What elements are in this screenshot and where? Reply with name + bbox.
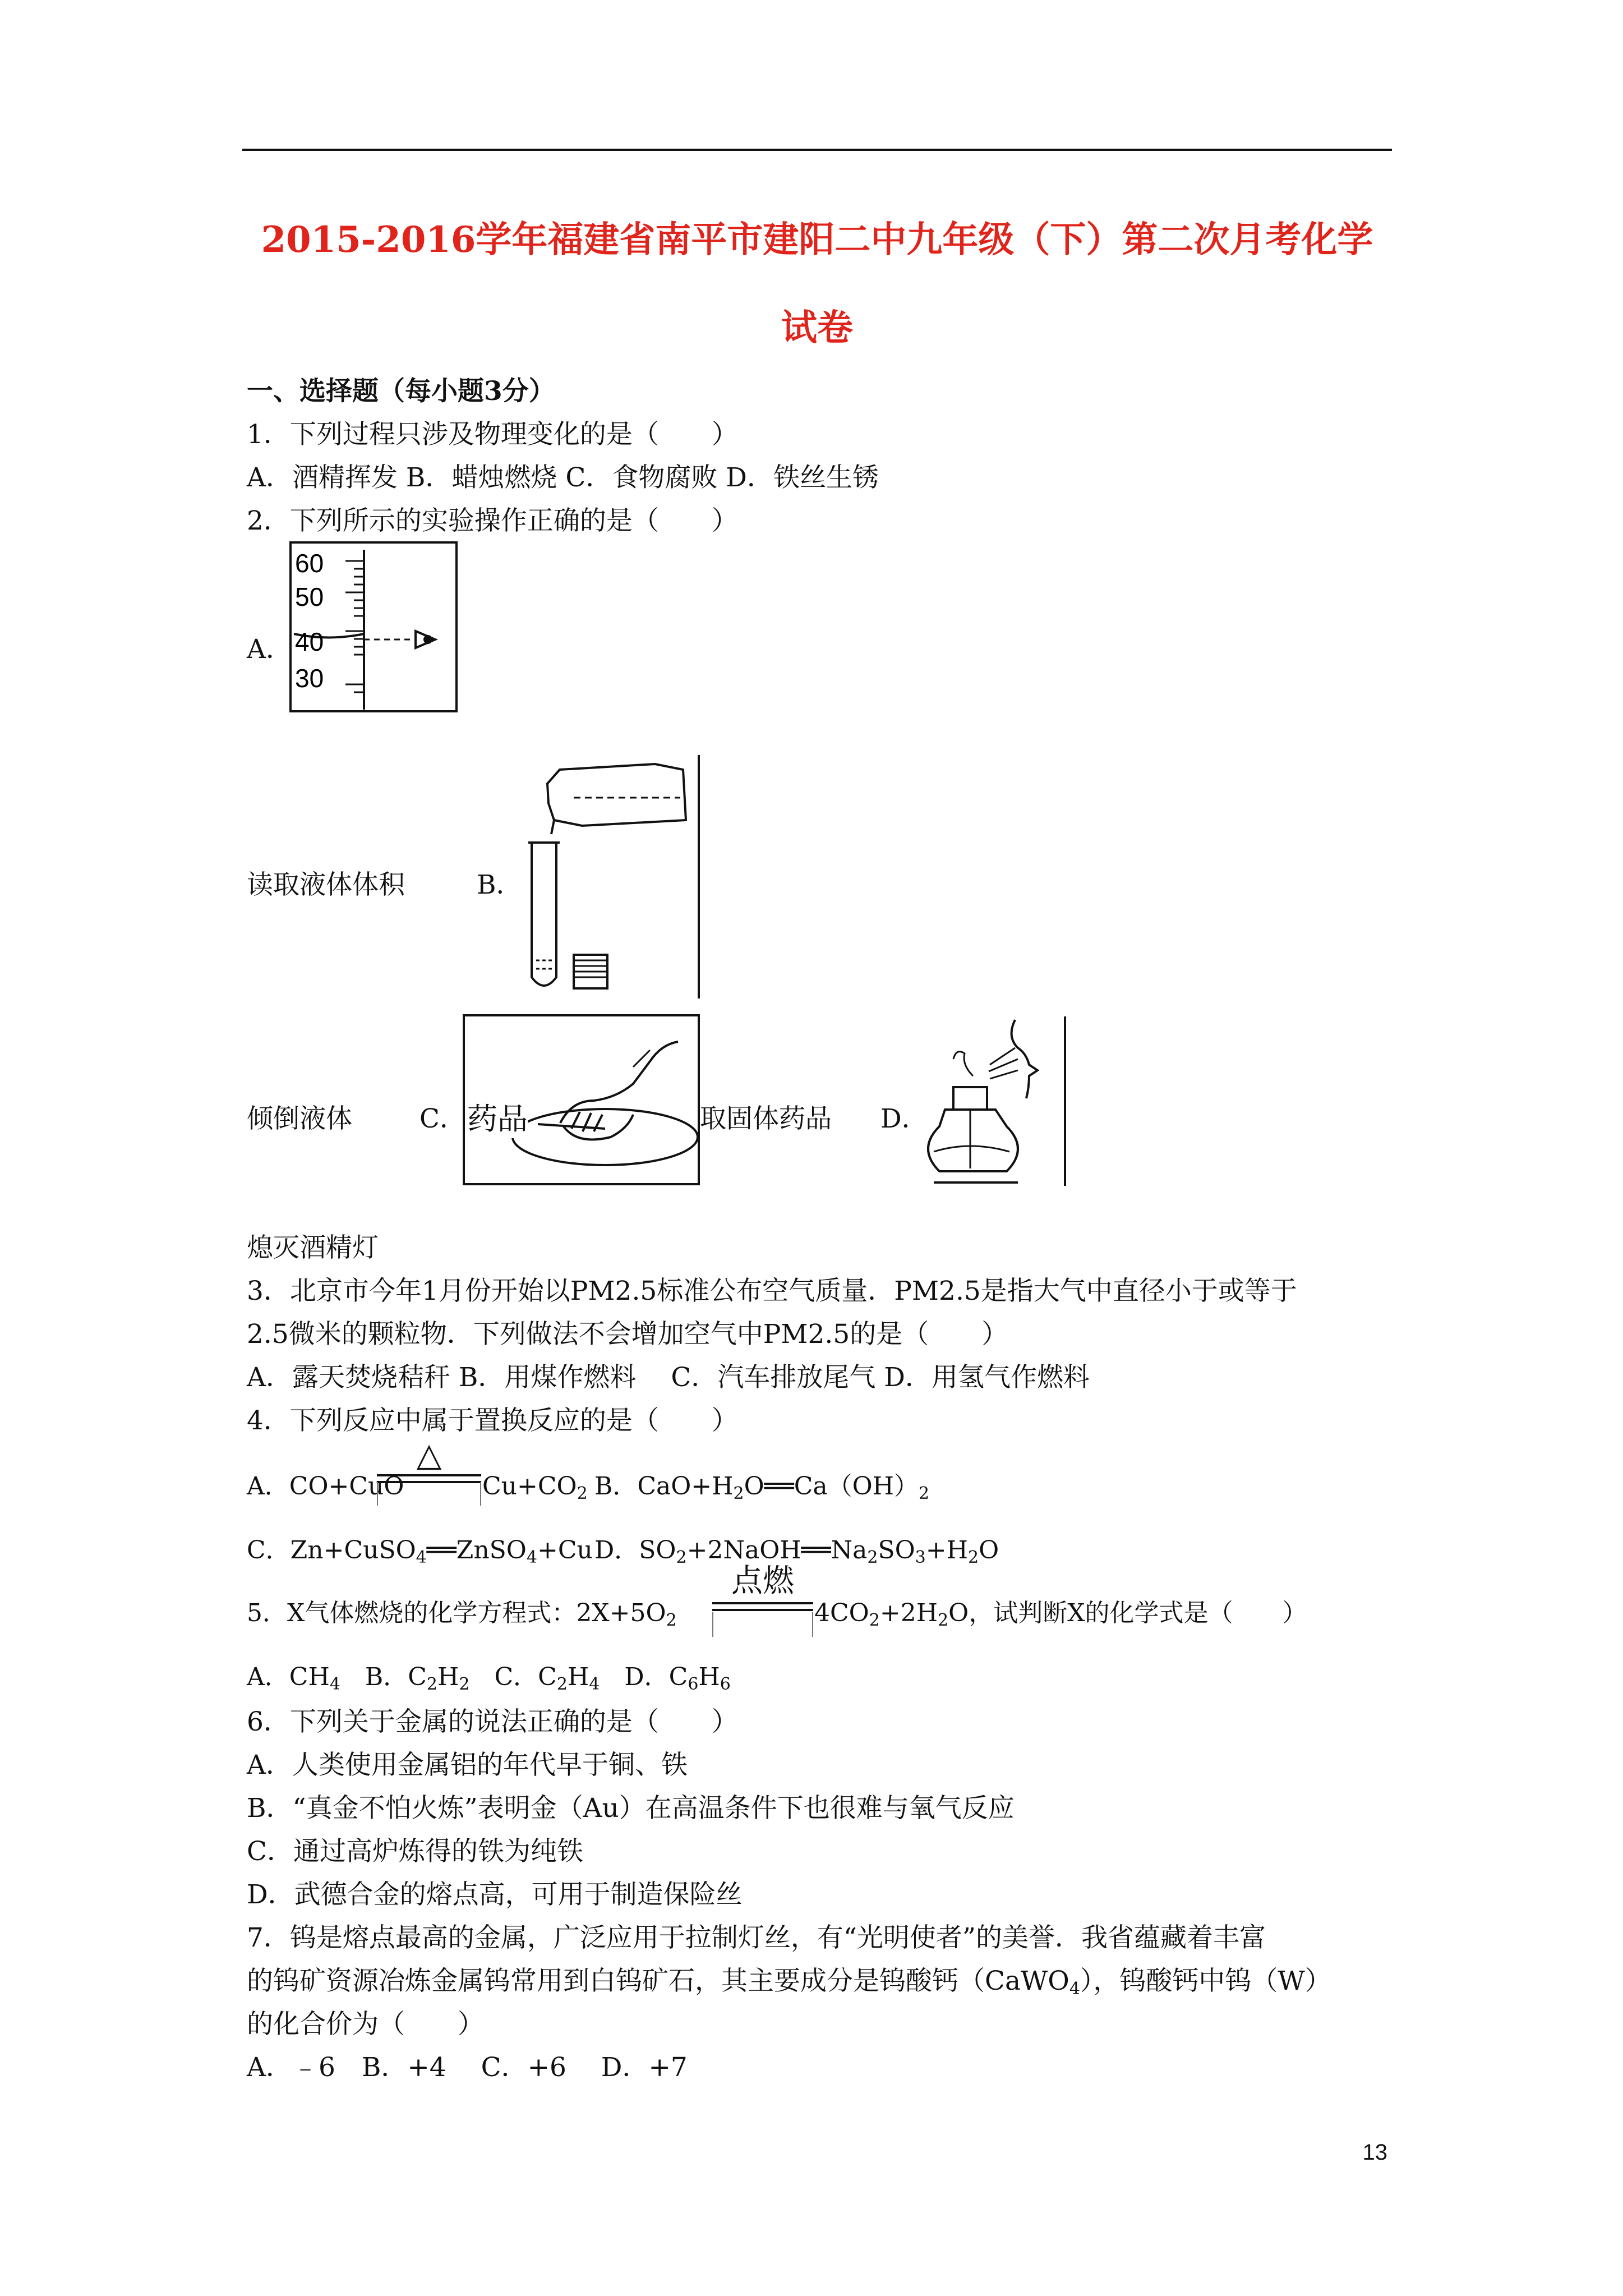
- q7-stem-line2: 的钨矿资源冶炼金属钨常用到白钨矿石，其主要成分是钨酸钙（CaWO$_4$），钨酸钙中钨（W）: [247, 1966, 1331, 1999]
- tick-label-30: 30: [295, 664, 324, 693]
- q2-option-a-caption: 读取液体体积: [247, 869, 405, 900]
- q4-option-a-right: $Cu+CO_2$: [482, 1472, 588, 1503]
- q2-option-c-letter: C．: [419, 1103, 466, 1134]
- exam-title-line2: 试卷: [781, 307, 853, 349]
- tick-label-40: 40: [295, 627, 324, 656]
- tick-label-50: 50: [295, 582, 324, 611]
- q7-stem-line3: 的化合价为（ ）: [247, 2009, 484, 2040]
- q6-option-c: C．通过高炉炼得的铁为纯铁: [247, 1836, 583, 1867]
- q5-condition-box: [712, 1564, 813, 1637]
- q6-stem: 6．下列关于金属的说法正确的是（ ）: [247, 1706, 738, 1737]
- q5-options: A．$CH_4$ B．$C_2H_2$ C．$C_2H_4$ D．$C_6H_6$: [247, 1663, 731, 1694]
- q3-stem-line1: 3．北京市今年1月份开始以PM2.5标准公布空气质量．PM2.5是指大气中直径小于或等于: [247, 1276, 1297, 1306]
- q3-stem-line2: 2.5微米的颗粒物．下列做法不会增加空气中PM2.5的是（ ）: [247, 1319, 1008, 1350]
- header-rule: [242, 149, 1392, 151]
- page-number: 13: [1362, 2140, 1387, 2165]
- q2-option-d-caption: 熄灭酒精灯: [247, 1232, 379, 1263]
- q4-option-b: B．$CaO+H_2O══Ca(OH)_2$: [594, 1472, 930, 1503]
- q4-option-d: D．$SO_2+2NaOH══Na_2SO_3+H_2O$: [594, 1536, 999, 1567]
- graduated-cylinder-figure: [289, 541, 458, 712]
- q6-option-d: D．武德合金的熔点高，可用于制造保险丝: [247, 1879, 743, 1910]
- reagent-label: 药品: [467, 1095, 528, 1138]
- q2-option-d-letter: D．: [880, 1103, 928, 1134]
- pouring-liquid-figure: [520, 753, 701, 1001]
- q2-option-a-letter: A．: [247, 634, 292, 665]
- section-heading: 一、选择题（每小题3分）: [247, 376, 555, 407]
- q4-option-c: C．Zn+CuSO$_4$══ZnSO$_4$+Cu: [247, 1536, 593, 1567]
- q5-stem-left: 5．X气体燃烧的化学方程式：$2X+5O_2$: [247, 1599, 677, 1630]
- q5-stem-right: $4CO_2+2H_2O$，试判断X的化学式是（ ）: [814, 1599, 1307, 1630]
- q6-option-b: B．“真金不怕火炼”表明金（Au）在高温条件下也很难与氧气反应: [247, 1793, 1015, 1824]
- q4-option-a-condition-box: [377, 1437, 481, 1504]
- exam-title-line1: 2015-2016学年福建省南平市建阳二中九年级（下）第二次月考化学: [261, 219, 1373, 261]
- q2-option-c-caption: 取固体药品: [700, 1103, 832, 1134]
- q4-stem: 4．下列反应中属于置换反应的是（ ）: [247, 1405, 738, 1436]
- tick-label-60: 60: [295, 549, 324, 578]
- alcohol-lamp-figure: [923, 1014, 1067, 1188]
- q2-stem: 2．下列所示的实验操作正确的是（ ）: [247, 505, 738, 536]
- q3-options: A．露天焚烧秸秆 B．用煤作燃料 C．汽车排放尾气 D．用氢气作燃料: [247, 1362, 1090, 1393]
- heat-symbol: △: [416, 1435, 442, 1474]
- solid-reagent-figure: [463, 1014, 700, 1185]
- q4-option-a-left: A．CO+CuO: [247, 1472, 404, 1501]
- q7-options: A．﹣6 B．+4 C．+6 D．+7: [247, 2052, 688, 2083]
- q6-option-a: A．人类使用金属铝的年代早于铜、铁: [247, 1750, 688, 1780]
- q1-options: A．酒精挥发 B．蜡烛燃烧 C．食物腐败 D．铁丝生锈: [247, 462, 879, 493]
- q1-stem: 1．下列过程只涉及物理变化的是（ ）: [247, 419, 738, 450]
- ignite-condition: 点燃: [731, 1563, 794, 1599]
- q2-option-b-letter: B．: [477, 869, 523, 900]
- q2-option-b-caption: 倾倒液体: [247, 1103, 352, 1134]
- q7-stem-line1: 7．钨是熔点最高的金属，广泛应用于拉制灯丝，有“光明使者”的美誉．我省蕴藏着丰富: [247, 1922, 1266, 1953]
